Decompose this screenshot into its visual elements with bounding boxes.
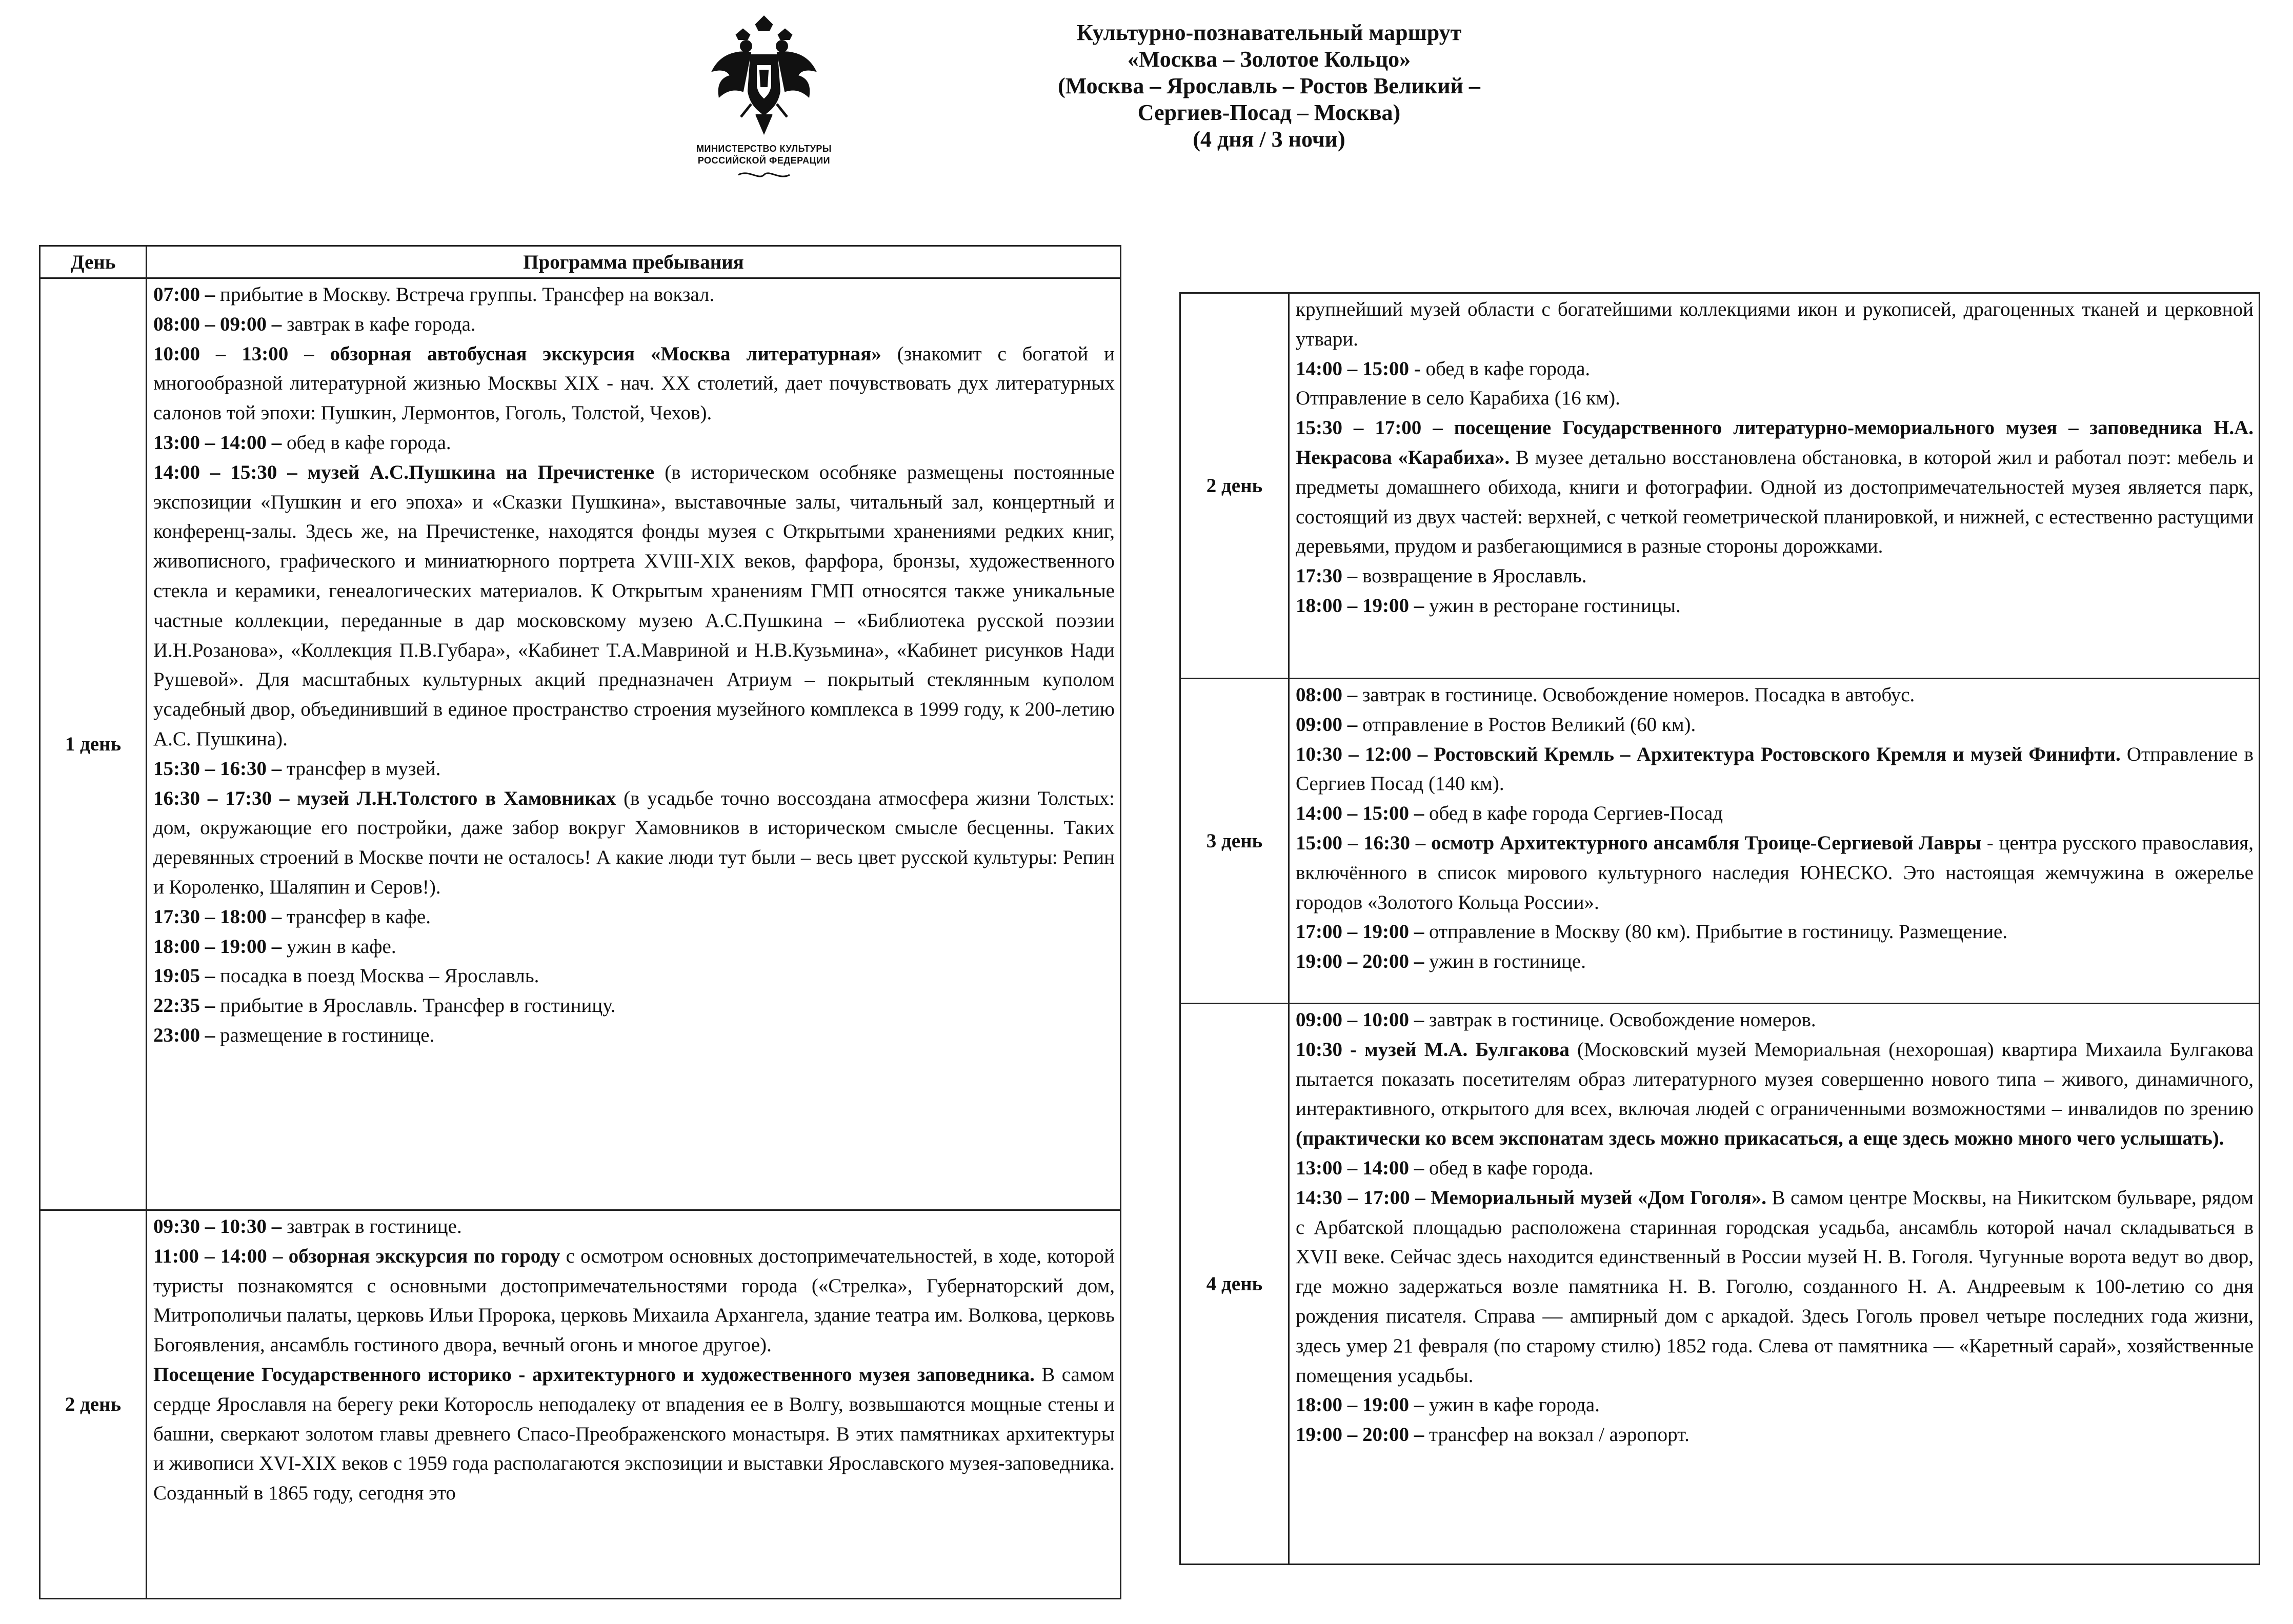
entry-text: ужин в кафе города. xyxy=(1424,1394,1600,1416)
entry-time-bold: 14:00 – 15:00 – xyxy=(1296,802,1424,825)
entry-text: ужин в гостинице. xyxy=(1424,950,1586,973)
program-entry xyxy=(1296,413,2254,561)
entry-time-bold: 10:30 - музей М.А. Булгакова xyxy=(1296,1038,1570,1061)
day-row xyxy=(40,278,1121,1210)
program-entry xyxy=(1296,354,2254,384)
entry-time-bold: 10:00 – 13:00 – обзорная автобусная экскурсия «Москва литературная» xyxy=(153,342,881,365)
entry-text: В самом сердце Ярославля на берегу реки Которосль неподалеку от впадения ее в Волгу, возвышаются мощные стены и башни, сверкают золотом главы древнего Спасо-Преображенского монастыря. В этих памятниках архитектуры и живописи XVI-XIX веков с 1959 года располагаются экспозиции и выставки Ярославского музея-заповедника. Созданный в 1865 году, сегодня это xyxy=(153,1363,1115,1505)
entry-text: обед в кафе города. xyxy=(1424,1156,1594,1179)
entry-text: завтрак в гостинице. Освобождение номеров. xyxy=(1424,1009,1816,1031)
day-row xyxy=(40,1210,1121,1599)
entry-time-bold: 08:00 – xyxy=(1296,684,1358,706)
entry-time-bold: 18:00 – 19:00 – xyxy=(153,935,282,958)
entry-time-bold: 15:30 – 16:30 – xyxy=(153,757,282,780)
entry-time-bold: 14:00 – 15:30 – музей А.С.Пушкина на Пречистенке xyxy=(153,461,655,483)
document-title xyxy=(974,19,1564,153)
program-entry xyxy=(153,754,1115,784)
entry-text: Отправление в Сергиев Посад (140 км). xyxy=(1296,743,2254,795)
double-headed-eagle-icon xyxy=(705,14,823,143)
header-program: Программа пребывания xyxy=(147,246,1121,278)
day-row xyxy=(1180,293,2260,679)
entry-time-bold: 23:00 – xyxy=(153,1024,215,1046)
ministry-logo xyxy=(661,14,867,199)
entry-text: ужин в кафе. xyxy=(281,935,396,958)
entry-time-bold: 18:00 – 19:00 – xyxy=(1296,1394,1424,1416)
entry-bold-note: (практически ко всем экспонатам здесь можно прикасаться, а еще здесь можно много чего услышать). xyxy=(1296,1127,2224,1150)
entry-text: (в усадьбе точно воссоздана атмосфера жизни Толстых: дом, окружающие его постройки, даже забор вокруг Хамовников в историческом смысле бесценны. Таких деревянных строений в Москве почти не осталось! А какие люди тут были – весь цвет русской культуры: Репин и Короленко, Шаляпин и Серов!). xyxy=(153,787,1115,898)
entry-time-bold: 16:30 – 17:30 – музей Л.Н.Толстого в Хамовниках xyxy=(153,787,616,809)
program-entry xyxy=(153,339,1115,428)
entry-time-bold: 13:00 – 14:00 – xyxy=(1296,1156,1424,1179)
entry-text: размещение в гостинице. xyxy=(215,1024,435,1046)
entry-text: отправление в Москву (80 км). Прибытие в гостиницу. Размещение. xyxy=(1424,921,2008,943)
program-entry xyxy=(1296,828,2254,917)
program-entry xyxy=(1296,1153,2254,1183)
day-label: 1 день xyxy=(40,278,147,1210)
day-label: 4 день xyxy=(1180,1004,1289,1565)
title-line4: Сергиев-Посад – Москва) xyxy=(1137,100,1401,125)
entry-text: ужин в ресторане гостиницы. xyxy=(1424,594,1681,617)
entry-time-bold: 14:00 – 15:00 - xyxy=(1296,357,1421,380)
program-entry xyxy=(153,1242,1115,1360)
program-entry xyxy=(153,458,1115,754)
entry-text: завтрак в гостинице. xyxy=(281,1215,462,1237)
program-entry xyxy=(153,932,1115,962)
title-line5: (4 дня / 3 ночи) xyxy=(1193,127,1345,152)
entry-text: прибытие в Москву. Встреча группы. Трансфер на вокзал. xyxy=(215,283,715,306)
entry-time-bold: 14:30 – 17:00 – Мемориальный музей «Дом Гоголя». xyxy=(1296,1186,1766,1209)
entry-time-bold: 13:00 – 14:00 – xyxy=(153,431,282,454)
day-program xyxy=(147,278,1121,1210)
day-label: 3 день xyxy=(1180,679,1289,1004)
entry-text: обед в кафе города. xyxy=(1420,357,1591,380)
entry-time-bold: 09:30 – 10:30 – xyxy=(153,1215,282,1237)
program-entry xyxy=(1296,740,2254,799)
header-day: День xyxy=(40,246,147,278)
entry-time-bold: 17:00 – 19:00 – xyxy=(1296,921,1424,943)
program-entry xyxy=(1296,1420,2254,1450)
entry-time-bold: 07:00 – xyxy=(153,283,215,306)
entry-text: трансфер в кафе. xyxy=(281,905,431,928)
entry-text: обед в кафе города Сергиев-Посад xyxy=(1424,802,1723,825)
program-entry xyxy=(1296,799,2254,828)
entry-text: отправление в Ростов Великий (60 км). xyxy=(1357,713,1696,736)
program-entry xyxy=(1296,591,2254,621)
program-entry xyxy=(153,991,1115,1021)
program-entry xyxy=(1296,383,2254,413)
entry-time-bold: 19:00 – 20:00 – xyxy=(1296,950,1424,973)
program-entry xyxy=(1296,295,2254,354)
program-entry xyxy=(153,1212,1115,1242)
entry-text: завтрак в гостинице. Освобождение номеров. Посадка в автобус. xyxy=(1357,684,1915,706)
entry-text: Отправление в село Карабиха (16 км). xyxy=(1296,387,1620,410)
day-program xyxy=(1289,293,2260,679)
program-entry xyxy=(1296,680,2254,710)
day-row xyxy=(1180,679,2260,1004)
entry-text: обед в кафе города. xyxy=(281,431,451,454)
ornament-icon xyxy=(733,169,795,180)
entry-text: В самом центре Москвы, на Никитском бульваре, рядом с Арбатской площадью расположена старинная городская усадьба, ансамбль которой начал складываться в XVII веке. Сейчас здесь находится единственный в России музей Н. В. Гоголя. Чугунные ворота ведут во двор, где можно задержаться возле памятника Н. В. Гоголю, созданного Н. А. Андреевым к 100-летию со дня рождения писателя. Справа — ампирный дом с аркадой. Здесь Гоголь провел четыре последних года жизни, здесь умер 21 февраля (по старому стилю) 1852 года. Слева от памятника — «Каретный сарай», хозяйственные помещения усадьбы. xyxy=(1296,1186,2254,1387)
program-entry xyxy=(153,1360,1115,1508)
entry-text: завтрак в кафе города. xyxy=(281,313,476,335)
program-entry xyxy=(1296,710,2254,740)
entry-time-bold: 08:00 – 09:00 – xyxy=(153,313,282,335)
program-table-left xyxy=(39,245,1121,1599)
program-entry xyxy=(1296,1390,2254,1420)
entry-time-bold: 11:00 – 14:00 – обзорная экскурсия по городу xyxy=(153,1245,560,1267)
program-entry xyxy=(1296,1183,2254,1391)
entry-time-bold: 19:05 – xyxy=(153,965,215,987)
day-label: 2 день xyxy=(40,1210,147,1599)
program-entry xyxy=(153,310,1115,339)
entry-time-bold: 15:00 – 16:30 – осмотр Архитектурного ансамбля Троице-Сергиевой Лавры xyxy=(1296,831,1982,854)
program-entry xyxy=(153,428,1115,458)
entry-text: с осмотром основных достопримечательностей, в ходе, которой туристы познакомятся с основными достопримечательностями города («Стрелка», Губернаторский дом, Митрополичьи палаты, церковь Ильи Пророка, церковь Михаила Архангела, здание театра им. Волкова, церковь Богоявления, ансамбль гостиного двора, вечный огонь и многое другое). xyxy=(153,1245,1115,1356)
program-entry xyxy=(153,784,1115,902)
entry-time-bold: 19:00 – 20:00 – xyxy=(1296,1424,1424,1446)
entry-time-bold: 17:30 – xyxy=(1296,565,1358,587)
entry-text: (в историческом особняке размещены постоянные экспозиции «Пушкин и его эпоха» и «Сказки Пушкина», выставочные залы, читальный зал, концертный и конференц-залы. Здесь же, на Пречистенке, находятся фонды музея с Открытыми хранениями редких книг, живописного, графического и миниатюрного портрета XVIII-XIX веков, фарфора, бронзы, художественного стекла и керамики, генеалогических материалов. К Открытым хранениям ГМП относятся также уникальные частные коллекции, переданные в дар московскому музею А.С.Пушкина – «Библиотека русской поэзии И.Н.Розанова», «Коллекция П.В.Губара», «Кабинет Т.А.Мавриной и Н.В.Кузьмина», «Кабинет рисунков Нади Рушевой». Для масштабных культурных акций предназначен Атриум – покрытый стеклянным куполом усадебный двор, объединивший в единое пространство строения музейного комплекса в 1999 году, к 200-летию А.С. Пушкина). xyxy=(153,461,1115,750)
program-entry xyxy=(153,902,1115,932)
entry-time-bold: 17:30 – 18:00 – xyxy=(153,905,282,928)
entry-time-bold: 15:30 – 17:00 – посещение Государственного литературно-мемориального музея – заповедника Н.А. Некрасова «Карабиха». xyxy=(1296,417,2254,469)
entry-text: прибытие в Ярославль. Трансфер в гостиницу. xyxy=(215,994,616,1017)
program-entry xyxy=(153,280,1115,310)
program-entry xyxy=(153,961,1115,991)
entry-time-bold: 09:00 – 10:00 – xyxy=(1296,1009,1424,1031)
day-program xyxy=(147,1210,1121,1599)
program-entry xyxy=(1296,1005,2254,1035)
program-entry xyxy=(1296,947,2254,977)
entry-text: трансфер в музей. xyxy=(281,757,441,780)
entry-text: посадка в поезд Москва – Ярославль. xyxy=(215,965,539,987)
entry-time-bold: 09:00 – xyxy=(1296,713,1358,736)
day-label: 2 день xyxy=(1180,293,1289,679)
ministry-caption-line2: РОССИЙСКОЙ ФЕДЕРАЦИИ xyxy=(697,155,831,166)
entry-text: крупнейший музей области с богатейшими коллекциями икон и рукописей, драгоценных тканей и церковной утвари. xyxy=(1296,298,2254,350)
title-line2: «Москва – Золотое Кольцо» xyxy=(1127,47,1411,72)
title-line3: (Москва – Ярославль – Ростов Великий – xyxy=(1058,73,1480,98)
entry-time-bold: 22:35 – xyxy=(153,994,215,1017)
program-entry xyxy=(1296,561,2254,591)
entry-text: (Московский музей Мемориальная (нехорошая) квартира Михаила Булгакова пытается показать посетителям образ литературного музея совершенно нового типа – живого, динамичного, интерактивного, открытого для всех, включая людей с ограниченными возможностями – инвалидов по зрению xyxy=(1296,1038,2254,1120)
program-entry xyxy=(1296,917,2254,947)
entry-text: трансфер на вокзал / аэропорт. xyxy=(1424,1424,1689,1446)
entry-text: В музее детально восстановлена обстановка, в которой жил и работал поэт: мебель и предметы домашнего обихода, книги и фотографии. Одной из достопримечательностей музея является парк, состоящий из двух частей: верхней, с четкой геометрической планировкой, и нижней, с естественно растущими деревьями, прудом и разбегающимися в разные стороны дорожками. xyxy=(1296,446,2254,558)
ministry-caption-line1: МИНИСТЕРСТВО КУЛЬТУРЫ xyxy=(696,144,832,154)
entry-text: (знакомит с богатой и многообразной литературной жизнью Москвы XIX - нач. XX столетий, дает почувствовать дух литературных салонов той эпохи: Пушкин, Лермонтов, Гоголь, Толстой, Чехов). xyxy=(153,342,1115,424)
program-table-right xyxy=(1179,292,2260,1565)
entry-time-bold: Посещение Государственного историко - архитектурного и художественного музея заповедника. xyxy=(153,1363,1035,1386)
day-program xyxy=(1289,1004,2260,1565)
entry-text: возвращение в Ярославль. xyxy=(1357,565,1587,587)
title-line1: Культурно-познавательный маршрут xyxy=(1076,20,1462,45)
day-row xyxy=(1180,1004,2260,1565)
entry-time-bold: 10:30 – 12:00 – Ростовский Кремль – Архитектура Ростовского Кремля и музей Финифти. xyxy=(1296,743,2121,765)
entry-time-bold: 18:00 – 19:00 – xyxy=(1296,594,1424,617)
day-program xyxy=(1289,679,2260,1004)
program-entry xyxy=(153,1021,1115,1050)
entry-text: - центра русского православия, включённого в список мирового культурного наследия ЮНЕСКО. Это настоящая жемчужина в ожерелье городов «Золотого Кольца России». xyxy=(1296,831,2254,914)
table-header-row xyxy=(40,246,1121,278)
program-entry xyxy=(1296,1035,2254,1153)
